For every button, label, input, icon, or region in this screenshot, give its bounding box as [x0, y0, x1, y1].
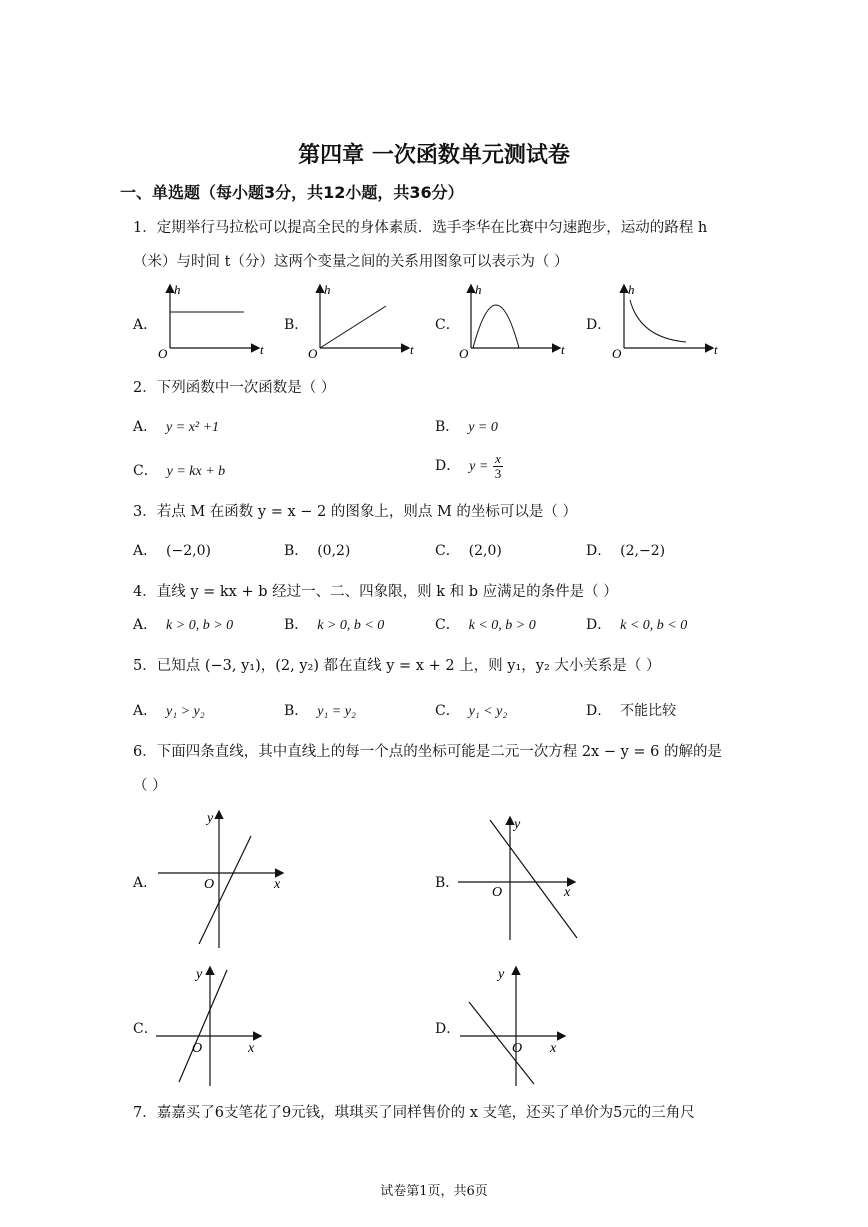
q2-option-a: A． y = x² +1 [133, 419, 220, 435]
q6b-line [490, 820, 577, 938]
q4-option-c: C． k < 0, b > 0 [435, 617, 536, 633]
q4-option-b: B． k > 0, b < 0 [284, 617, 385, 633]
svg-text:h: h [628, 282, 635, 297]
q1d-curve [630, 300, 686, 342]
q2-d-fraction: $\frac{x}{3}$ [494, 451, 502, 481]
q1c-curve [473, 305, 519, 348]
page-footer: 试卷第1页，共6页 [380, 1184, 488, 1199]
q6c-line [179, 970, 227, 1082]
svg-text:O: O [192, 1041, 203, 1056]
q3-option-d: D． (2,−2) [586, 543, 666, 559]
svg-text:O: O [204, 877, 215, 892]
q6-graph-a [150, 806, 300, 952]
q3-option-b: B． (0,2) [284, 543, 351, 559]
svg-text:t: t [410, 342, 414, 357]
page-title: 第四章 一次函数单元测试卷 [298, 143, 570, 168]
q1-option-c-label: C． [435, 317, 460, 333]
svg-text:t: t [260, 342, 264, 357]
q5-option-d: D． 不能比较 [586, 703, 677, 719]
svg-text:t: t [561, 342, 565, 357]
svg-text:y: y [514, 817, 521, 832]
q2-stem: 2．下列函数中一次函数是（ ） [133, 380, 336, 396]
svg-text:x: x [550, 1041, 557, 1056]
q2-option-b: B． y = 0 [435, 419, 498, 435]
section-heading: 一、单选题（每小题3分，共12小题，共36分） [120, 183, 464, 202]
q6-option-c-label: C． [133, 1021, 158, 1037]
q1-graph-a [150, 280, 280, 364]
q2-option-c: C． y = kx + b [133, 463, 226, 479]
q6d-line [469, 1002, 534, 1084]
svg-text:x: x [248, 1041, 255, 1056]
svg-text:y: y [196, 967, 203, 982]
q5-option-c: C． y₁ < y₂ [435, 703, 508, 719]
svg-text:O: O [308, 346, 318, 361]
q6-option-d-label: D． [435, 1021, 461, 1037]
q6-graph-c [150, 962, 274, 1090]
svg-text:x: x [274, 877, 281, 892]
q1-stem-line2: （米）与时间 t（分）这两个变量之间的关系用图象可以表示为（ ） [133, 254, 569, 270]
q2-option-d: D． y = $\frac{x}{3}$ [435, 451, 502, 481]
q4-option-a: A． k > 0, b > 0 [133, 617, 234, 633]
q1-option-d-label: D． [586, 317, 612, 333]
q3-stem: 3．若点 M 在函数 y = x − 2 的图象上，则点 M 的坐标可以是（ ） [133, 504, 578, 520]
q4-option-d: D． k < 0, b < 0 [586, 617, 688, 633]
q4-stem: 4．直线 y = kx + b 经过一、二、四象限，则 k 和 b 应满足的条件是（ ） [133, 584, 618, 600]
q6-option-b-label: B． [435, 875, 460, 891]
q6-graph-d [454, 962, 578, 1090]
svg-text:h: h [324, 282, 331, 297]
q1b-line [320, 306, 386, 348]
q6-option-a-label: A． [133, 875, 158, 891]
q1-graph-b [300, 280, 430, 364]
q1-graph-c [451, 280, 581, 364]
svg-text:O: O [612, 346, 622, 361]
svg-text:h: h [475, 282, 482, 297]
svg-text:y: y [207, 811, 214, 826]
svg-text:h: h [174, 282, 181, 297]
q6-stem-line2: （ ） [133, 778, 167, 794]
q1-option-b-label: B． [284, 317, 309, 333]
q5-option-a: A． y₁ > y₂ [133, 703, 205, 719]
q5-stem: 5．已知点 (−3, y₁)，(2, y₂) 都在直线 y = x + 2 上，则 y₁，y₂ 大小关系是（ ） [133, 658, 661, 674]
q6-stem-line1: 6．下面四条直线，其中直线上的每一个点的坐标可能是二元一次方程 2x − y = 6 的解的是 [133, 744, 722, 760]
q5-option-b: B． y₁ = y₂ [284, 703, 356, 719]
svg-text:t: t [714, 342, 718, 357]
svg-text:O: O [158, 346, 168, 361]
svg-text:O: O [459, 346, 469, 361]
q7-stem-line1: 7．嘉嘉买了6支笔花了9元钱，琪琪买了同样售价的 x 支笔，还买了单价为5元的三角尺 [133, 1105, 695, 1121]
q3-option-a: A． (−2,0) [133, 543, 211, 559]
svg-text:x: x [564, 885, 571, 900]
q3-option-c: C． (2,0) [435, 543, 502, 559]
svg-text:y: y [498, 967, 505, 982]
q1-stem-line1: 1．定期举行马拉松可以提高全民的身体素质．选手李华在比赛中匀速跑步，运动的路程 h [133, 220, 708, 236]
svg-text:O: O [512, 1041, 523, 1056]
q1-graph-d [604, 280, 734, 364]
q1-option-a-label: A． [133, 317, 158, 333]
svg-text:O: O [492, 885, 503, 900]
q6-graph-b [452, 812, 592, 944]
